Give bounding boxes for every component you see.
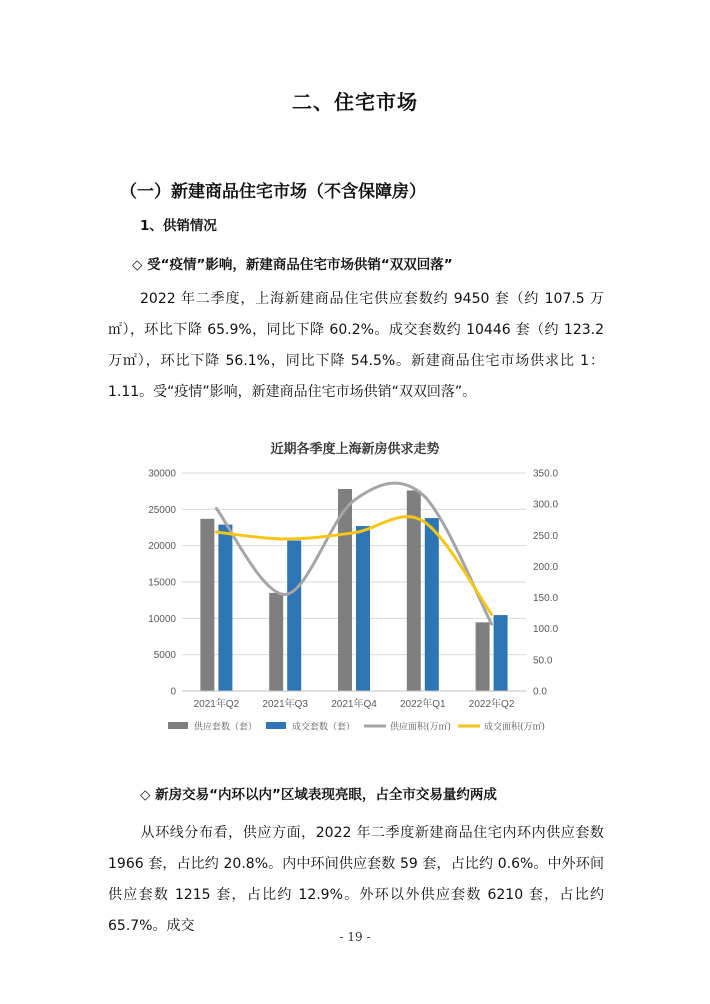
section-title: 二、住宅市场 [292, 90, 418, 114]
legend-label-1: 成交套数（套） [292, 722, 356, 733]
subsection-title: （一）新建商品住宅市场（不含保障房） [120, 182, 426, 202]
line-supply-area [216, 483, 491, 624]
y-right-tick-label: 250.0 [533, 530, 559, 542]
bar-supply-0 [200, 519, 214, 691]
paragraph-1 [108, 284, 604, 408]
line-deal-area [216, 517, 491, 615]
bar-deal-4 [494, 615, 508, 691]
y-right-tick-label: 0.0 [533, 686, 547, 698]
y-left-tick-label: 0 [170, 686, 176, 698]
x-tick-label: 2021年Q3 [262, 699, 308, 710]
y-left-tick-label: 25000 [148, 504, 176, 516]
legend-label-3: 成交面积(万㎡) [484, 722, 546, 733]
x-tick-label: 2021年Q2 [193, 699, 240, 710]
y-left-tick-label: 20000 [148, 541, 176, 553]
y-right-tick-label: 150.0 [533, 593, 559, 605]
supply-demand-chart [120, 460, 590, 750]
y-left-tick-label: 15000 [148, 577, 176, 589]
x-tick-label: 2022年Q2 [468, 699, 515, 710]
x-tick-label: 2021年Q4 [331, 699, 377, 710]
point1-title: ◇ 受“疫情”影响，新建商品住宅市场供销“双双回落” [132, 257, 453, 273]
bar-deal-0 [218, 525, 232, 691]
y-left-tick-label: 30000 [148, 468, 176, 480]
x-tick-label: 2022年Q1 [400, 699, 446, 710]
point2-title: ◇ 新房交易“内环以内”区域表现亮眼，占全市交易量约两成 [140, 787, 497, 803]
y-left-tick-label: 5000 [153, 650, 176, 662]
y-left-tick-label: 10000 [148, 613, 176, 625]
bar-supply-1 [269, 593, 283, 691]
page-number: - 19 - [339, 930, 371, 944]
bar-deal-2 [356, 526, 370, 691]
chart-title: 近期各季度上海新房供求走势 [270, 442, 440, 457]
paragraph-2-text: 从环线分布看，供应方面，2022 年二季度新建商品住宅内环内供应套数 1966 套，占比约 20.8%。内中环间供应套数 59 套，占比约 0.6%。中外环间供应套数 1215 套，占比约 12.9%。外环以外供应套数 6210 套，占比约 65.7%。成交 [108, 825, 604, 934]
bar-deal-3 [425, 518, 439, 691]
legend-label-2: 供应面积(万㎡) [390, 722, 452, 733]
y-right-tick-label: 350.0 [533, 468, 559, 480]
legend-swatch-1 [266, 722, 286, 729]
legend-swatch-0 [168, 722, 188, 729]
bar-deal-1 [287, 541, 301, 691]
y-right-tick-label: 100.0 [533, 624, 559, 636]
y-right-tick-label: 50.0 [533, 655, 553, 667]
legend-label-0: 供应套数（套） [194, 722, 258, 733]
bar-supply-4 [476, 622, 490, 691]
item-title: 1、供销情况 [140, 218, 217, 234]
y-right-tick-label: 300.0 [533, 499, 559, 511]
paragraph-1-text: 2022 年二季度，上海新建商品住宅供应套数约 9450 套（约 107.5 万㎡），环比下降 65.9%，同比下降 60.2%。成交套数约 10446 套（约 123.2 万㎡），环比下降 56.1%，同比下降 54.5%。新建商品住宅市场供求比 1：1.11。受“疫情”影响，新建商品住宅市场供销“双双回落”。 [108, 291, 604, 400]
paragraph-2 [108, 818, 604, 942]
y-right-tick-label: 200.0 [533, 561, 559, 573]
